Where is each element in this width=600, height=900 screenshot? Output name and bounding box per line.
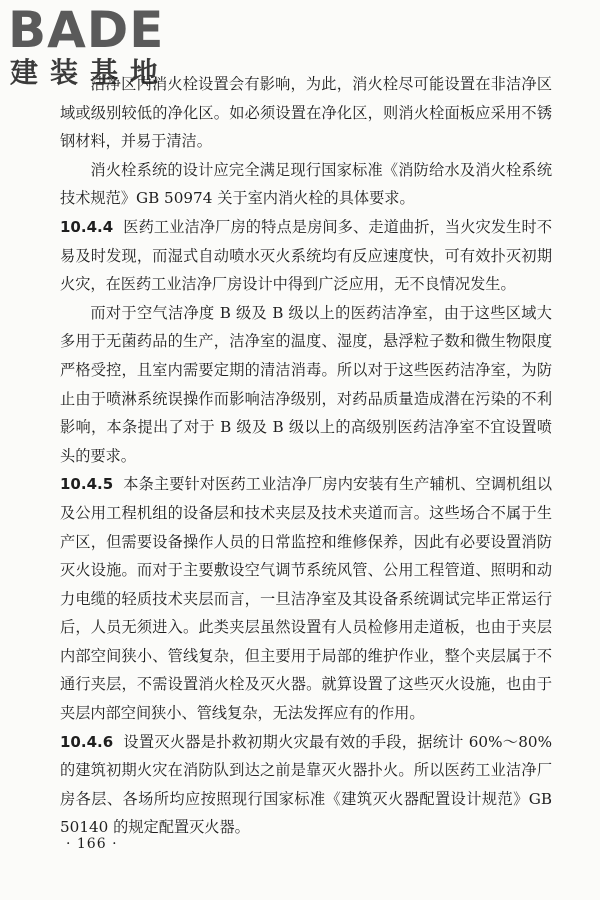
document-body	[60, 70, 552, 842]
logo-wordmark: BADE	[8, 1, 165, 59]
paragraph-text: 而对于空气洁净度 B 级及 B 级以上的医药洁净室，由于这些区域大多用于无菌药品的生产，洁净室的温度、湿度，悬浮粒子数和微生物限度严格受控，且室内需要定期的清洁消毒。所以对于这些医药洁净室，为防止由于喷淋系统误操作而影响洁净级别，对药品质量造成潜在污染的不利影响，本条提出了对于 B 级及 B 级以上的高级别医药洁净室不宜设置喷头的要求。	[60, 303, 552, 465]
clause-10-4-6	[60, 728, 552, 842]
paragraph-text: 消火栓系统的设计应完全满足现行国家标准《消防给水及消火栓系统技术规范》GB 50974 关于室内消火栓的具体要求。	[60, 160, 552, 208]
paragraph-sprinkler-cleanroom	[60, 299, 552, 471]
clause-number: 10.4.5	[60, 475, 114, 494]
clause-10-4-5	[60, 470, 552, 727]
paragraph-fire-hydrant-location	[60, 70, 552, 156]
paragraph-text: 洁净区内消火栓设置会有影响，为此，消火栓尽可能设置在非洁净区域或级别较低的净化区。如必须设置在净化区，则消火栓面板应采用不锈钢材料，并易于清洁。	[60, 75, 552, 151]
logo-subtitle: 建装基地	[10, 56, 171, 89]
clause-text: 医药工业洁净厂房的特点是房间多、走道曲折，当火灾发生时不易及时发现，而湿式自动喷水灭火系统均有反应速度快，可有效扑灭初期火灾，在医药工业洁净厂房设计中得到广泛应用，无不良情况发生。	[60, 217, 552, 294]
clause-text: 本条主要针对医药工业洁净厂房内安装有生产辅机、空调机组以及公用工程机组的设备层和技术夹层及技术夹道而言。这些场合不属于生产区，但需要设备操作人员的日常监控和维修保养，因此有必要设置消防灭火设施。而对于主要敷设空气调节系统风管、公用工程管道、照明和动力电缆的轻质技术夹层而言，一旦洁净室及其设备系统调试完毕正常运行后，人员无须进入。此类夹层虽然设置有人员检修用走道板，也由于夹层内部空间狭小、管线复杂，但主要用于局部的维护作业，整个夹层属于不通行夹层，不需设置消火栓及灭火器。就算设置了这些灭火设施，也由于夹层内部空间狭小、管线复杂，无法发挥应有的作用。	[60, 475, 552, 723]
clause-text: 设置灭火器是扑救初期火灾最有效的手段，据统计 60%～80% 的建筑初期火灾在消防队到达之前是靠灭火器扑火。所以医药工业洁净厂房各层、各场所均应按照现行国家标准《建筑灭火器配置设计规范》GB 50140 的规定配置灭火器。	[60, 732, 552, 837]
page-number: · 166 ·	[66, 836, 118, 852]
clause-number: 10.4.4	[60, 217, 114, 236]
clause-10-4-4	[60, 213, 552, 299]
clause-number: 10.4.6	[60, 732, 114, 751]
paragraph-fire-hydrant-standard	[60, 156, 552, 213]
